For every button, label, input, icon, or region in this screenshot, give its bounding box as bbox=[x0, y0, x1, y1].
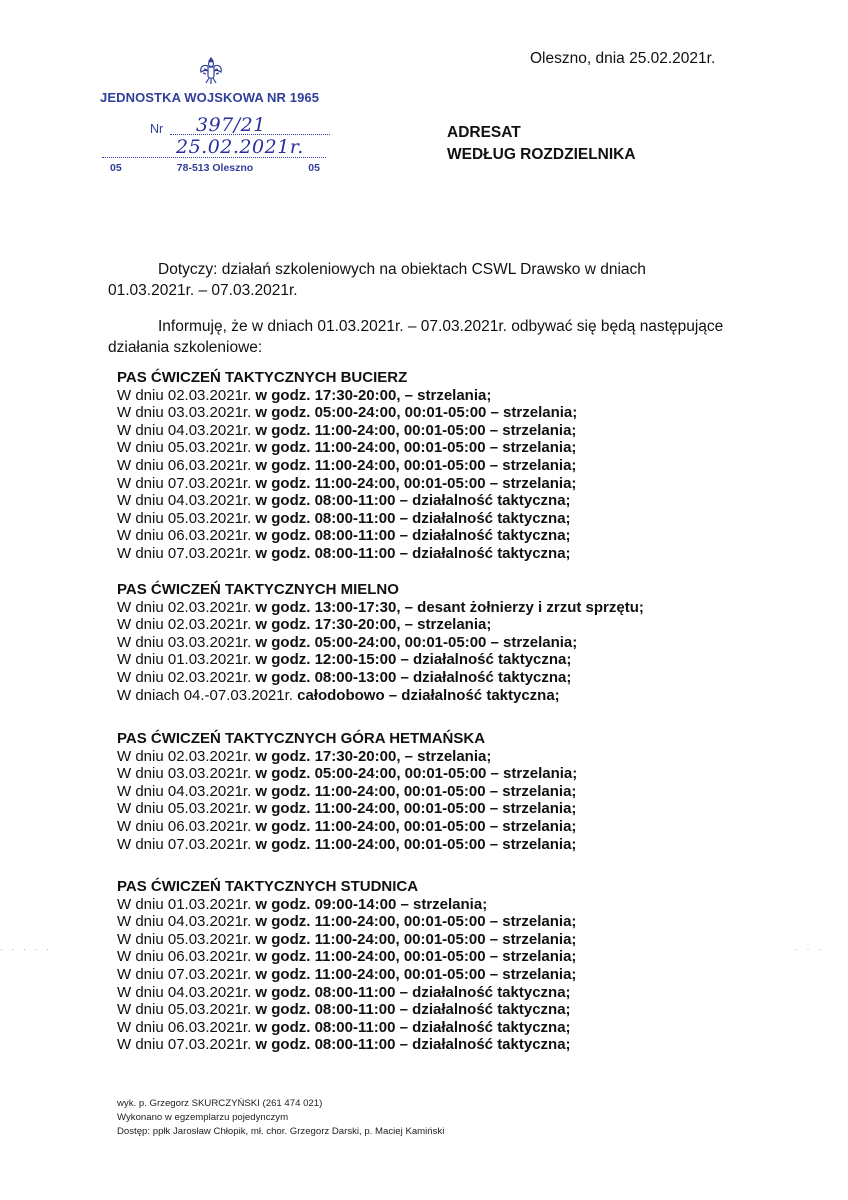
schedule-row bbox=[117, 492, 577, 510]
schedule-row bbox=[117, 836, 577, 854]
schedule-row bbox=[117, 599, 644, 617]
addressee-line-1: ADRESAT bbox=[447, 124, 521, 141]
row-date: W dniu 06.03.2021r. bbox=[117, 948, 252, 966]
schedule-row bbox=[117, 387, 577, 405]
footer-copies: Wykonano w egzemplarzu pojedynczym bbox=[117, 1112, 289, 1123]
row-date: W dniu 05.03.2021r. bbox=[117, 439, 252, 457]
section-studnica bbox=[117, 878, 576, 1054]
row-detail: w godz. 08:00-11:00 – działalność taktyczna; bbox=[251, 544, 571, 562]
row-date: W dniu 02.03.2021r. bbox=[117, 598, 252, 616]
section-title: PAS ĆWICZEŃ TAKTYCZNYCH BUCIERZ bbox=[117, 369, 408, 386]
intro-paragraph bbox=[108, 316, 748, 358]
row-date: W dniu 06.03.2021r. bbox=[117, 456, 252, 474]
row-detail: w godz. 12:00-15:00 – działalność taktyczna; bbox=[251, 651, 572, 669]
footer-access: Dostęp: ppłk Jarosław Chłopik, mł. chor. Grzegorz Darski, p. Maciej Kamiński bbox=[117, 1126, 445, 1137]
row-detail: w godz. 08:00-11:00 – działalność taktyczna; bbox=[251, 983, 571, 1001]
scan-artifact-right: · · · bbox=[795, 944, 824, 954]
section-title: PAS ĆWICZEŃ TAKTYCZNYCH STUDNICA bbox=[117, 878, 419, 895]
row-detail: w godz. 11:00-24:00, 00:01-05:00 – strzelania; bbox=[251, 835, 577, 853]
schedule-row bbox=[117, 510, 577, 528]
schedule-row bbox=[117, 475, 577, 493]
row-date: W dniu 04.03.2021r. bbox=[117, 421, 252, 439]
registry-date-line bbox=[102, 157, 326, 158]
row-date: W dniu 06.03.2021r. bbox=[117, 1018, 252, 1036]
row-date: W dniu 02.03.2021r. bbox=[117, 668, 252, 686]
registry-number-label: Nr bbox=[150, 122, 164, 136]
intro-line-2: działania szkoleniowe: bbox=[108, 339, 263, 356]
row-date: W dniu 03.03.2021r. bbox=[117, 404, 252, 422]
row-detail: w godz. 09:00-14:00 – strzelania; bbox=[251, 895, 488, 913]
scan-artifact-left: · · · · · bbox=[0, 944, 52, 954]
schedule-row bbox=[117, 783, 577, 801]
subject-paragraph bbox=[108, 259, 748, 301]
row-date: W dniu 05.03.2021r. bbox=[117, 509, 252, 527]
row-date: W dniu 02.03.2021r. bbox=[117, 747, 252, 765]
unit-name: JEDNOSTKA WOJSKOWA NR 1965 bbox=[100, 90, 320, 105]
schedule-row bbox=[117, 966, 576, 984]
section-title: PAS ĆWICZEŃ TAKTYCZNYCH MIELNO bbox=[117, 581, 399, 598]
row-detail: w godz. 08:00-11:00 – działalność taktyczna; bbox=[251, 1018, 571, 1036]
row-date: W dniu 06.03.2021r. bbox=[117, 527, 252, 545]
row-date: W dniu 04.03.2021r. bbox=[117, 782, 252, 800]
row-detail: w godz. 11:00-24:00, 00:01-05:00 – strzelania; bbox=[251, 782, 577, 800]
document-date: Oleszno, dnia 25.02.2021r. bbox=[530, 50, 716, 67]
row-date: W dniu 01.03.2021r. bbox=[117, 895, 252, 913]
row-detail: w godz. 08:00-11:00 – działalność taktyczna; bbox=[251, 1001, 571, 1019]
row-detail: w godz. 08:00-11:00 – działalność taktyczna; bbox=[251, 1036, 571, 1054]
stamp-footer bbox=[110, 162, 320, 174]
schedule-row bbox=[117, 748, 577, 766]
section-bucierz bbox=[117, 369, 577, 563]
row-detail: w godz. 11:00-24:00, 00:01-05:00 – strzelania; bbox=[251, 817, 577, 835]
schedule-row bbox=[117, 651, 644, 669]
row-date: W dniu 07.03.2021r. bbox=[117, 965, 252, 983]
row-detail: w godz. 11:00-24:00, 00:01-05:00 – strzelania; bbox=[251, 913, 577, 931]
schedule-row bbox=[117, 984, 576, 1002]
row-date: W dniu 05.03.2021r. bbox=[117, 800, 252, 818]
row-date: W dniu 02.03.2021r. bbox=[117, 616, 252, 634]
registry-stamp bbox=[100, 56, 330, 186]
row-date: W dniu 04.03.2021r. bbox=[117, 913, 252, 931]
row-detail: w godz. 05:00-24:00, 00:01-05:00 – strzelania; bbox=[251, 633, 578, 651]
section-mielno bbox=[117, 581, 644, 704]
row-date: W dniu 07.03.2021r. bbox=[117, 1036, 252, 1054]
row-date: W dniu 01.03.2021r. bbox=[117, 651, 252, 669]
stamp-code-right: 05 bbox=[308, 162, 320, 174]
row-detail: w godz. 17:30-20:00, – strzelania; bbox=[251, 747, 492, 765]
row-detail: w godz. 17:30-20:00, – strzelania; bbox=[251, 616, 492, 634]
row-date: W dniu 07.03.2021r. bbox=[117, 544, 252, 562]
schedule-row bbox=[117, 913, 576, 931]
row-date: W dniu 04.03.2021r. bbox=[117, 983, 252, 1001]
row-detail: w godz. 11:00-24:00, 00:01-05:00 – strzelania; bbox=[251, 439, 577, 457]
registry-date-handwritten: 25.02.2021r. bbox=[176, 136, 304, 158]
addressee-block bbox=[447, 122, 636, 166]
section-gora-hetmanska bbox=[117, 730, 577, 853]
row-date: W dniu 07.03.2021r. bbox=[117, 835, 252, 853]
schedule-row bbox=[117, 634, 644, 652]
row-date: W dniu 05.03.2021r. bbox=[117, 1001, 252, 1019]
addressee-line-2: WEDŁUG ROZDZIELNIKA bbox=[447, 146, 636, 163]
row-date: W dniu 03.03.2021r. bbox=[117, 765, 252, 783]
subject-label: Dotyczy: bbox=[158, 261, 218, 278]
row-detail: w godz. 17:30-20:00, – strzelania; bbox=[251, 386, 492, 404]
row-detail: w godz. 11:00-24:00, 00:01-05:00 – strzelania; bbox=[251, 421, 577, 439]
schedule-row bbox=[117, 457, 577, 475]
row-detail: w godz. 11:00-24:00, 00:01-05:00 – strzelania; bbox=[251, 930, 577, 948]
row-detail: w godz. 11:00-24:00, 00:01-05:00 – strzelania; bbox=[251, 456, 577, 474]
row-detail: w godz. 08:00-11:00 – działalność taktyczna; bbox=[251, 509, 571, 527]
row-date: W dniu 06.03.2021r. bbox=[117, 817, 252, 835]
schedule-row bbox=[117, 439, 577, 457]
eagle-emblem-icon bbox=[198, 56, 224, 86]
row-detail: w godz. 05:00-24:00, 00:01-05:00 – strzelania; bbox=[251, 404, 578, 422]
row-date: W dniu 03.03.2021r. bbox=[117, 633, 252, 651]
schedule-row bbox=[117, 765, 577, 783]
row-detail: w godz. 11:00-24:00, 00:01-05:00 – strzelania; bbox=[251, 948, 577, 966]
subject-text: działań szkoleniowych na obiektach CSWL Drawsko w dniach bbox=[217, 261, 646, 278]
row-date: W dniu 07.03.2021r. bbox=[117, 474, 252, 492]
schedule-row bbox=[117, 800, 577, 818]
schedule-row bbox=[117, 896, 576, 914]
schedule-row bbox=[117, 818, 577, 836]
section-title: PAS ĆWICZEŃ TAKTYCZNYCH GÓRA HETMAŃSKA bbox=[117, 730, 486, 747]
footer-author: wyk. p. Grzegorz SKURCZYŃSKI (261 474 021) bbox=[117, 1098, 323, 1109]
row-detail: w godz. 08:00-11:00 – działalność taktyczna; bbox=[251, 492, 571, 510]
schedule-row bbox=[117, 1001, 576, 1019]
row-detail: w godz. 11:00-24:00, 00:01-05:00 – strzelania; bbox=[251, 965, 577, 983]
schedule-row bbox=[117, 422, 577, 440]
schedule-row bbox=[117, 1019, 576, 1037]
intro-line-1: Informuję, że w dniach 01.03.2021r. – 07.03.2021r. odbywać się będą następujące bbox=[158, 318, 724, 335]
schedule-row bbox=[117, 687, 644, 705]
row-detail: w godz. 11:00-24:00, 00:01-05:00 – strzelania; bbox=[251, 800, 577, 818]
row-date: W dniu 02.03.2021r. bbox=[117, 386, 252, 404]
schedule-row bbox=[117, 948, 576, 966]
row-detail: w godz. 08:00-11:00 – działalność taktyczna; bbox=[251, 527, 571, 545]
row-date: W dniu 04.03.2021r. bbox=[117, 492, 252, 510]
row-date: W dniu 05.03.2021r. bbox=[117, 930, 252, 948]
subject-text-cont: 01.03.2021r. – 07.03.2021r. bbox=[108, 282, 298, 299]
schedule-row bbox=[117, 527, 577, 545]
row-detail: w godz. 11:00-24:00, 00:01-05:00 – strzelania; bbox=[251, 474, 577, 492]
row-detail: całodobowo – działalność taktyczna; bbox=[292, 686, 560, 704]
row-date: W dniach 04.-07.03.2021r. bbox=[117, 686, 293, 704]
row-detail: w godz. 08:00-13:00 – działalność taktyczna; bbox=[251, 668, 572, 686]
schedule-row bbox=[117, 669, 644, 687]
registry-number-handwritten: 397/21 bbox=[196, 114, 266, 136]
schedule-row bbox=[117, 616, 644, 634]
schedule-row bbox=[117, 931, 576, 949]
document-footer bbox=[117, 1097, 444, 1139]
schedule-row bbox=[117, 1036, 576, 1054]
schedule-row bbox=[117, 404, 577, 422]
schedule-row bbox=[117, 545, 577, 563]
stamp-code-left: 05 bbox=[110, 162, 122, 174]
row-detail: w godz. 05:00-24:00, 00:01-05:00 – strzelania; bbox=[251, 765, 578, 783]
row-detail: w godz. 13:00-17:30, – desant żołnierzy i zrzut sprzętu; bbox=[251, 598, 644, 616]
stamp-postal-address: 78-513 Oleszno bbox=[176, 162, 254, 174]
